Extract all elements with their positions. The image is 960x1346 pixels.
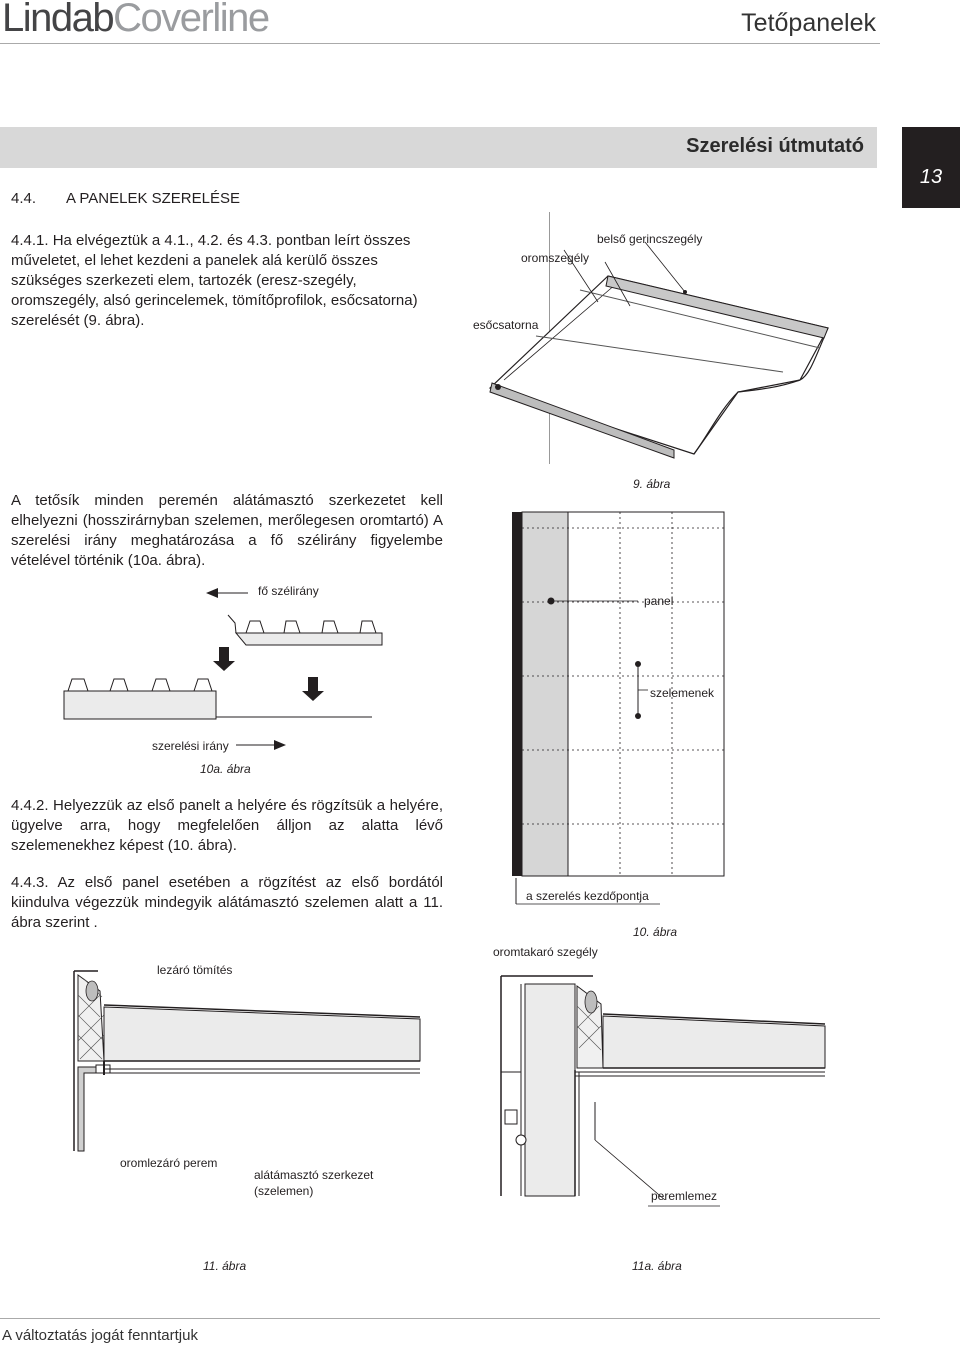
- brand-logo-part2: Coverline: [113, 0, 269, 40]
- document-title: Tetőpanelek: [741, 9, 876, 37]
- label-esocsatorna: esőcsatorna: [473, 318, 539, 332]
- paragraph-4-4-2: 4.4.2. Helyezzük az első panelt a helyére és rögzítsük a helyére, ügyelve arra, hogy megfelelően álljon az alatta lévő szelemenekhez képest (10. ábra).: [11, 797, 443, 854]
- footer-divider: [0, 1318, 880, 1319]
- section-title: A PANELEK SZERELÉSE: [66, 190, 240, 207]
- caption-figure-10a: 10a. ábra: [200, 762, 251, 776]
- section-number: 4.4.: [11, 190, 37, 207]
- peremlemez-leader: [646, 1203, 726, 1209]
- label-szerelesi-irany: szerelési irány: [152, 739, 229, 753]
- caption-figure-10: 10. ábra: [633, 925, 678, 939]
- brand-logo: [2, 0, 269, 41]
- caption-figure-9: 9. ábra: [633, 477, 671, 491]
- label-alatamaszto-szerkezet: alátámasztó szerkezet: [254, 1168, 374, 1182]
- section-band-title: Szerelési útmutató: [686, 135, 864, 157]
- label-oromszegely: oromszegély: [521, 251, 590, 265]
- label-szelemen: (szelemen): [254, 1184, 314, 1198]
- figure-10a-wind-direction: [60, 585, 390, 765]
- paragraph-4-4-1: 4.4.1. Ha elvégeztük a 4.1., 4.2. és 4.3. pontban leírt összes műveletet, el lehet kezdeni a panelek alá kerülő összes szükséges szerkezeti elem, tartozék (eresz-szegély, oromszegély, alsó gerincelemek, tömítőprofilok, esőcsatorna) szerelését (9. ábra).: [11, 232, 418, 329]
- label-szereles-kezdopontja: a szerelés kezdőpontja: [526, 889, 649, 903]
- paragraph-4-4-3: 4.4.3. Az első panel esetében a rögzítést az első bordától kiindulva végezzük mindegyik alátámasztó szelemen alatt a 11. ábra szerint .: [11, 874, 443, 931]
- label-peremlemez: peremlemez: [651, 1189, 718, 1203]
- label-belso-gerincszegely: belső gerincszegély: [597, 232, 703, 246]
- header-divider: [0, 43, 880, 44]
- label-panel: panel: [644, 594, 674, 608]
- figure-10-start-marker: [510, 876, 670, 906]
- label-oromtakaro-szegely: oromtakaró szegély: [493, 945, 598, 959]
- caption-figure-11: 11. ábra: [203, 1259, 247, 1273]
- footer-text: A változtatás jogát fenntartjuk: [2, 1327, 198, 1344]
- label-lezaro-tomites: lezáró tömítés: [157, 963, 233, 977]
- caption-figure-11a: 11a. ábra: [632, 1259, 682, 1273]
- figure-9-roof-drawing: [470, 240, 850, 470]
- label-fo-szelirany: fő szélirány: [258, 584, 319, 598]
- label-oromlezaro-perem: oromlezáró perem: [120, 1156, 218, 1170]
- page-number: 13: [919, 166, 943, 188]
- figure-11a-gable-detail: [495, 960, 840, 1200]
- label-szelemenek: szelemenek: [650, 686, 715, 700]
- section-heading: [11, 190, 240, 207]
- paragraph-mounting-direction: A tetősík minden peremén alátámasztó szerkezetet kell elhelyezni (hosszirárnyban szelemen, merőlegesen oromtartó) A szerelési irány meghatározása a fő szélirány figyelembe vételével történik (10a. ábra).: [11, 492, 443, 569]
- brand-logo-part1: Lindab: [2, 0, 114, 40]
- figure-11-gable-detail: [60, 965, 440, 1160]
